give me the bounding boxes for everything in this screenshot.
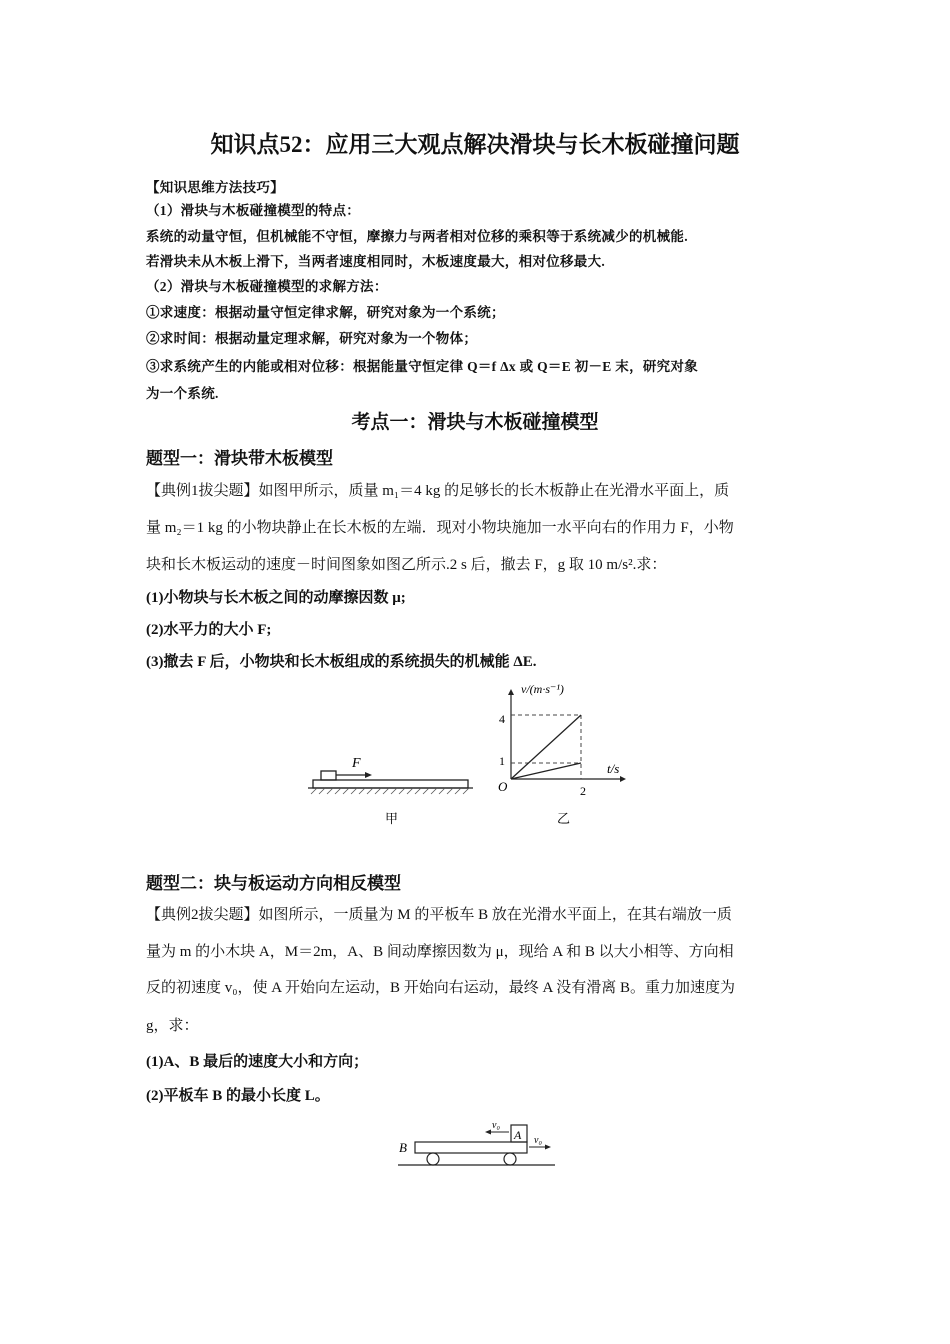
ground-hatch	[311, 788, 469, 794]
origin-label: O	[498, 779, 508, 794]
figure-cart	[395, 1112, 560, 1174]
question-1: (1)小物块与长木板之间的动摩擦因数 μ;	[146, 590, 406, 606]
x-tick-label-2: 2	[580, 784, 586, 798]
v-right-label: v₀	[534, 1135, 542, 1146]
example1-line: 块和长木板运动的速度－时间图象如图乙所示.2 s 后，撤去 F，g 取 10 m/s².求：	[146, 557, 667, 573]
label-a: A	[514, 1128, 522, 1142]
figure-yi-chart	[495, 675, 635, 830]
method-line: 若滑块未从木板上滑下，当两者速度相同时，木板速度最大，相对位移最大.	[146, 254, 606, 269]
y-tick-label-1: 1	[499, 754, 505, 768]
question-2: (2)平板车 B 的最小长度 L。	[146, 1088, 330, 1104]
question-3: (3)撤去 F 后，小物块和长木板组成的系统损失的机械能 ΔE.	[146, 654, 537, 670]
example1-line: 量 m₂＝1 kg 的小物块静止在长木板的左端．现对小物块施加一水平向右的作用力 F，小物	[146, 520, 734, 536]
plank	[313, 780, 468, 788]
method-line: （2）滑块与木板碰撞模型的求解方法：	[146, 279, 388, 294]
question-2: (2)水平力的大小 F;	[146, 622, 272, 638]
cart-b	[415, 1142, 527, 1153]
method-line: ②求时间：根据动量定理求解，研究对象为一个物体；	[146, 331, 478, 346]
section-heading: 考点一：滑块与木板碰撞模型	[351, 412, 599, 433]
caption-jia: 甲	[385, 811, 399, 826]
wheel-left	[427, 1153, 439, 1165]
method-line: 为一个系统.	[146, 386, 219, 401]
question-1: (1)A、B 最后的速度大小和方向；	[146, 1054, 369, 1070]
example1-line: 【典例1拔尖题】如图甲所示，质量 m₁＝4 kg 的足够长的长木板静止在光滑水平面上，质	[146, 483, 730, 499]
example2-line: 反的初速度 v₀，使 A 开始向左运动，B 开始向右运动，最终 A 没有滑离 B。重力加速度为	[146, 980, 736, 996]
force-arrowhead	[365, 772, 372, 778]
example2-line: g，求：	[146, 1018, 199, 1034]
x-axis-arrowhead	[620, 776, 626, 782]
series-line-2	[511, 763, 581, 779]
series-line-1	[511, 715, 581, 779]
method-line: ①求速度：根据动量守恒定律求解，研究对象为一个系统；	[146, 305, 505, 320]
y-axis-arrowhead	[508, 689, 514, 695]
y-tick-label-4: 4	[499, 712, 505, 726]
v-left-arrowhead	[485, 1130, 491, 1135]
x-axis-label: t/s	[607, 761, 620, 776]
method-line: （1）滑块与木板碰撞模型的特点：	[146, 203, 361, 218]
wheel-right	[504, 1153, 516, 1165]
block	[321, 771, 336, 780]
v-left-label: v₀	[492, 1120, 500, 1131]
caption-yi: 乙	[557, 811, 571, 826]
method-line: ③求系统产生的内能或相对位移：根据能量守恒定律 Q＝f Δx 或 Q＝E 初－E 末，研究对象	[146, 359, 699, 374]
example2-line: 【典例2拔尖题】如图所示，一质量为 M 的平板车 B 放在光滑水平面上，在其右端放一质	[146, 907, 732, 923]
figure-jia	[305, 745, 485, 830]
method-line: 系统的动量守恒，但机械能不守恒，摩擦力与两者相对位移的乘积等于系统减少的机械能.	[146, 229, 688, 244]
example2-line: 量为 m 的小木块 A，M＝2m，A、B 间动摩擦因数为 μ，现给 A 和 B 以大小相等、方向相	[146, 944, 734, 960]
y-axis-label: v/(m·s⁻¹)	[521, 682, 564, 696]
method-heading: 【知识思维方法技巧】	[146, 180, 284, 195]
page-title: 知识点52：应用三大观点解决滑块与长木板碰撞问题	[210, 132, 740, 157]
v-right-arrowhead	[545, 1145, 551, 1150]
force-label: F	[352, 756, 361, 771]
type1-heading: 题型一：滑块带木板模型	[146, 449, 333, 468]
label-b: B	[399, 1140, 407, 1155]
type2-heading: 题型二：块与板运动方向相反模型	[146, 874, 401, 893]
